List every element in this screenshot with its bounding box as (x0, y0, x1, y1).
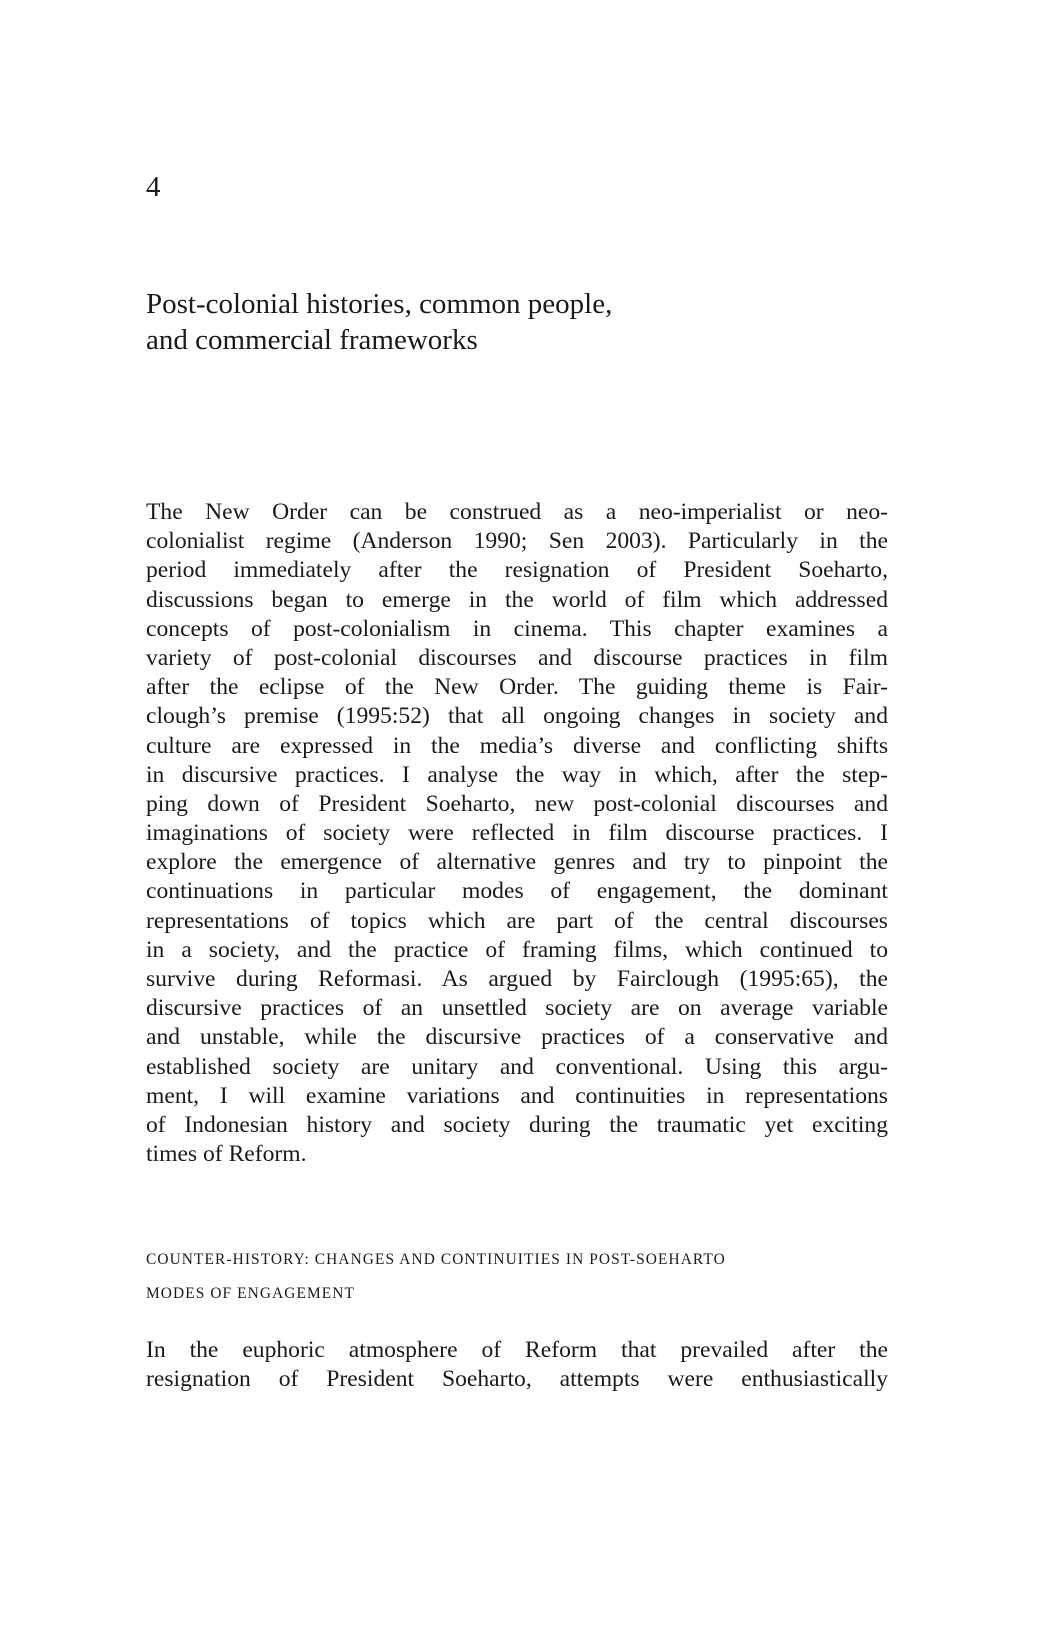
paragraph-line: The New Order can be construed as a neo-imperialist or neo- (146, 499, 888, 525)
paragraph-line: variety of post-colonial discourses and discourse practices in film (146, 644, 888, 671)
paragraph-line: after the eclipse of the New Order. The guiding theme is Fair- (146, 674, 888, 701)
paragraph-line: survive during Reformasi. As argued by Fairclough (1995:65), the (146, 966, 888, 992)
paragraph-line: concepts of post-colonialism in cinema. This chapter examines a (146, 615, 888, 642)
paragraph-line: period immediately after the resignation of President Soeharto, (146, 557, 888, 584)
paragraph-line: discussions began to emerge in the world of film which addressed (146, 586, 888, 613)
paragraph-line: of Indonesian history and society during the traumatic yet exciting (146, 1111, 888, 1138)
section-heading (146, 1243, 888, 1311)
paragraph-line: times of Reform. (146, 1141, 307, 1168)
chapter-number: 4 (146, 171, 161, 203)
paragraph-line: culture are expressed in the media’s diverse and conflicting shifts (146, 732, 888, 759)
paragraph-line: imaginations of society were reflected in film discourse practices. I (146, 820, 888, 847)
paragraph-line: clough’s premise (1995:52) that all ongoing changes in society and (146, 703, 888, 730)
paragraph-line: In the euphoric atmosphere of Reform that prevailed after the (146, 1337, 888, 1363)
paragraph-line: colonialist regime (Anderson 1990; Sen 2003). Particularly in the (146, 528, 888, 555)
section-paragraph (146, 1336, 888, 1394)
paragraph-line: explore the emergence of alternative genres and try to pinpoint the (146, 849, 888, 876)
paragraph-line: continuations in particular modes of engagement, the dominant (146, 878, 888, 905)
paragraph-line: in discursive practices. I analyse the way in which, after the step- (146, 761, 888, 788)
paragraph-line: ment, I will examine variations and continuities in representations (146, 1082, 888, 1109)
chapter-title-line: and commercial frameworks (146, 324, 478, 356)
paragraph-line: discursive practices of an unsettled society are on average variable (146, 995, 888, 1022)
paragraph-line: ping down of President Soeharto, new post-colonial discourses and (146, 790, 888, 817)
intro-paragraph (146, 498, 888, 1169)
chapter-title-line: Post-colonial histories, common people, (146, 288, 613, 320)
paragraph-line: and unstable, while the discursive practices of a conservative and (146, 1024, 888, 1051)
paragraph-line: in a society, and the practice of framing films, which continued to (146, 936, 888, 963)
paragraph-line: resignation of President Soeharto, attempts were enthusiastically (146, 1366, 888, 1393)
section-heading-line: MODES OF ENGAGEMENT (146, 1285, 356, 1302)
section-heading-line: COUNTER-HISTORY: CHANGES AND CONTINUITIES IN POST-SOEHARTO (146, 1251, 726, 1268)
paragraph-line: established society are unitary and conventional. Using this argu- (146, 1053, 888, 1080)
chapter-title (146, 286, 906, 358)
paragraph-line: representations of topics which are part of the central discourses (146, 907, 888, 934)
